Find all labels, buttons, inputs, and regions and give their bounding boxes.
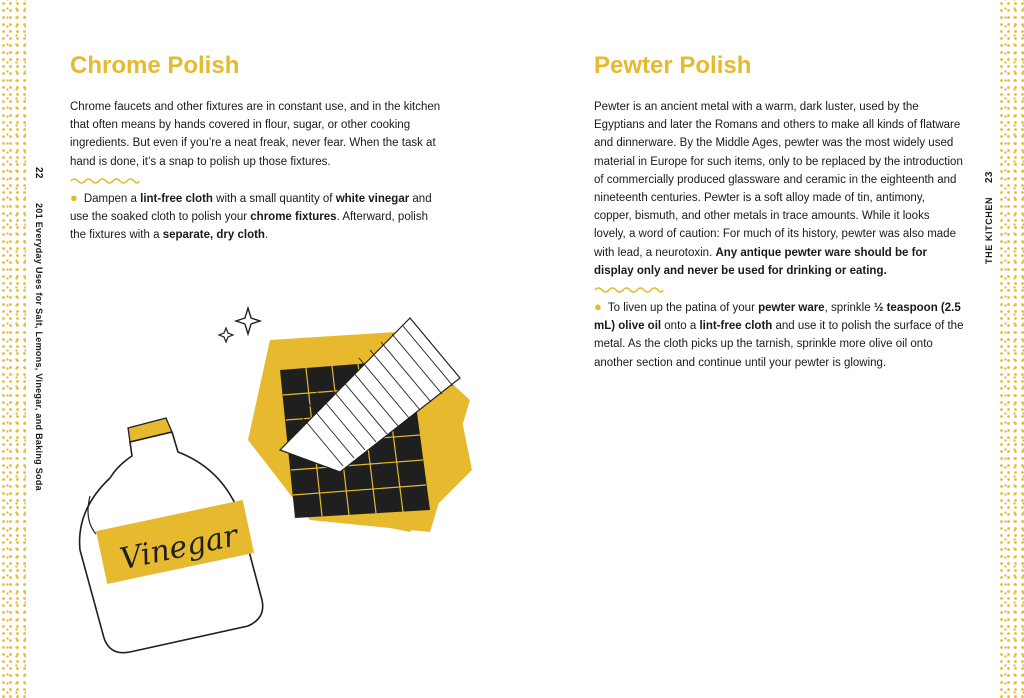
tip-bold: lint-free cloth (140, 192, 213, 205)
tip-text: with a small quantity of (212, 192, 336, 205)
right-page-content (594, 50, 964, 372)
tip-text: Dampen a (83, 192, 141, 205)
tip-text: . Afterward, polish the fixtures with a (70, 211, 428, 242)
bullet-dot-icon: ● (70, 189, 78, 205)
tip-bold: white vinegar (335, 192, 410, 205)
pewter-polish-intro (594, 98, 964, 280)
left-page-number: 22 (33, 167, 44, 179)
pewter-polish-heading: Pewter Polish (594, 52, 752, 79)
right-page-number: 23 (984, 171, 995, 183)
bottle-label-text: Vinegar (116, 518, 241, 578)
tip-text: onto a (661, 320, 700, 333)
tip-bold: separate, dry cloth (162, 229, 265, 242)
tip-text: . (264, 229, 269, 242)
tip-text: , sprinkle (824, 302, 874, 315)
right-running-title: THE KITCHEN (984, 196, 994, 264)
chrome-polish-tip (70, 189, 442, 245)
right-dotted-edge (998, 0, 1024, 698)
tip-text: and use it to polish the surface of the metal. As the cloth picks up the tarnish, sprinkle more olive oil onto another section and continue until your pewter is glowing. (594, 320, 964, 369)
bullet-dot-icon: ● (594, 299, 602, 315)
sparkle-icon (236, 308, 260, 334)
tip-bold: chrome fixtures (250, 211, 337, 224)
tip-bold: ½ teaspoon (2.5 mL) olive oil (594, 302, 961, 333)
intro-text: Pewter is an ancient metal with a warm, dark luster, used by the Egyptians and later the Romans and others to make all kinds of flatware and dinnerware. By the Middle Ages, pewter was the most widely used material in Europe for such items, only to be replaced by the introduction of commercially produced glassware and ceramic in the eighteenth and nineteenth centuries. Pewter is a soft alloy made of tin, antimony, copper, bismuth, and other metals in trace amounts. While it looks lovely, a word of caution: For much of its history, pewter was also made with lead, a neurotoxin. (594, 101, 963, 259)
intro-warning: Any antique pewter ware should be for display only and never be used for drinking or eating. (594, 246, 927, 277)
chrome-polish-intro: Chrome faucets and other fixtures are in constant use, and in the kitchen that often means by hands covered in flour, sugar, or other cooking ingredients. But even if you’re a neat freak, never fear. When the task at hand is done, it’s a snap to polish up those fixtures. (70, 101, 441, 168)
tip-bold: pewter ware (758, 302, 825, 315)
left-page-content (70, 50, 442, 244)
chrome-polish-heading: Chrome Polish (70, 52, 240, 79)
tip-text: To liven up the patina of your (607, 302, 759, 315)
tip-text: and use the soaked cloth to polish your (70, 192, 432, 224)
sparkle-icon (219, 328, 233, 342)
left-running-title: 201 Everyday Uses for Salt, Lemons, Vinegar, and Baking Soda (34, 203, 44, 491)
squiggle-divider-icon (594, 286, 664, 294)
pewter-polish-tip (594, 298, 964, 372)
tip-bold: lint-free cloth (699, 320, 773, 333)
vinegar-and-cloths-illustration (70, 300, 490, 660)
left-dotted-edge (0, 0, 26, 698)
squiggle-divider-icon (70, 177, 140, 185)
vinegar-bottle (80, 418, 263, 653)
